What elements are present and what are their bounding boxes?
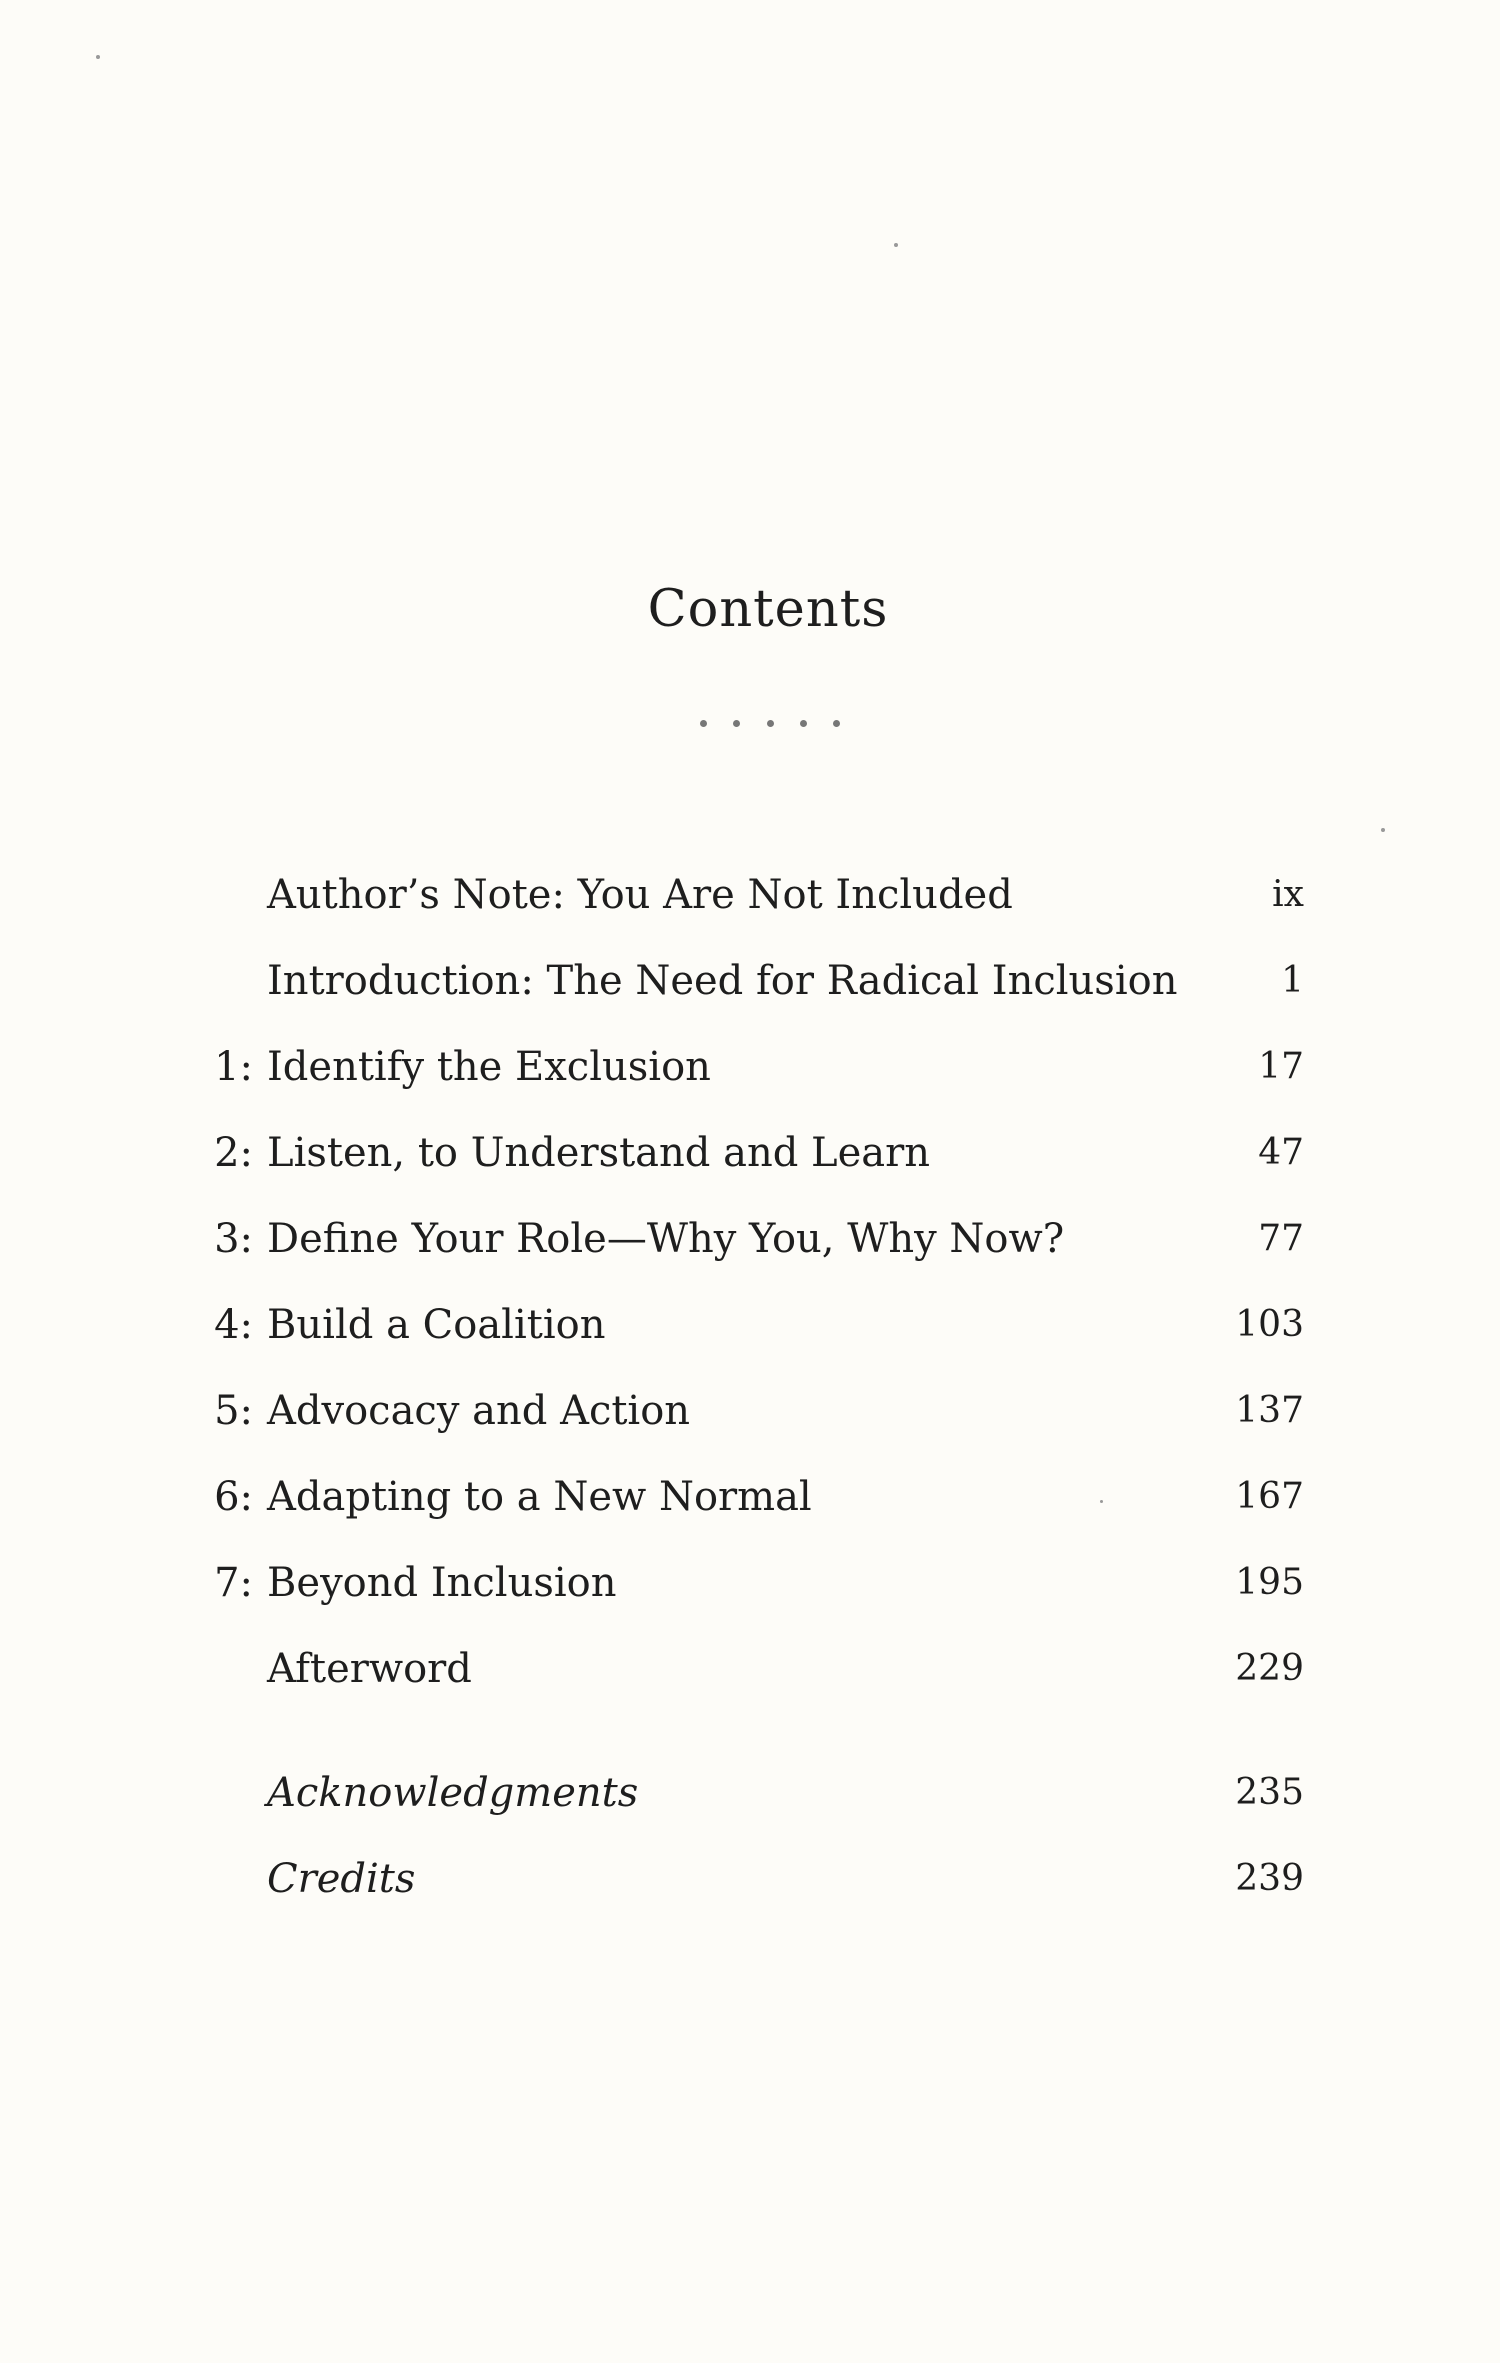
entry-title: Adapting to a New Normal	[267, 1474, 812, 1520]
page-number: 235	[1235, 1772, 1304, 1813]
page-number: 137	[1235, 1390, 1304, 1431]
entry-title: Beyond Inclusion	[267, 1560, 617, 1606]
page-number: 195	[1235, 1562, 1304, 1603]
toc-entry[interactable]	[0, 1037, 1500, 1097]
page-number: 17	[1258, 1046, 1304, 1087]
page-number: 103	[1235, 1304, 1304, 1345]
paper-speck	[894, 243, 898, 247]
toc-entry[interactable]	[0, 951, 1500, 1011]
page-number: 229	[1235, 1648, 1304, 1689]
page-number: 77	[1258, 1218, 1304, 1259]
page-number: 167	[1235, 1476, 1304, 1517]
chapter-number: 7:	[214, 1560, 253, 1606]
entry-title: Credits	[267, 1856, 416, 1902]
ornament-dot	[800, 720, 807, 727]
page-number: 47	[1258, 1132, 1304, 1173]
page-number: 1	[1281, 960, 1304, 1001]
entry-title: Author’s Note: You Are Not Included	[267, 872, 1013, 918]
paper-speck	[96, 55, 100, 59]
entry-title: Identify the Exclusion	[267, 1044, 711, 1090]
toc-entry[interactable]	[0, 1209, 1500, 1269]
page-title: Contents	[647, 580, 889, 640]
entry-title: Advocacy and Action	[267, 1388, 691, 1434]
chapter-number: 2:	[214, 1130, 253, 1176]
ornament-divider	[700, 720, 840, 727]
entry-title: Listen, to Understand and Learn	[267, 1130, 930, 1176]
chapter-number: 5:	[214, 1388, 253, 1434]
toc-entry[interactable]	[0, 1467, 1500, 1527]
toc-entry[interactable]	[0, 1639, 1500, 1699]
entry-title: Build a Coalition	[267, 1302, 606, 1348]
chapter-number: 1:	[214, 1044, 253, 1090]
ornament-dot	[733, 720, 740, 727]
ornament-dot	[833, 720, 840, 727]
entry-title: Acknowledgments	[267, 1770, 639, 1816]
ornament-dot	[767, 720, 774, 727]
entry-title: Introduction: The Need for Radical Inclusion	[267, 958, 1178, 1004]
toc-entry[interactable]	[0, 1763, 1500, 1823]
chapter-number: 6:	[214, 1474, 253, 1520]
entry-title: Afterword	[267, 1646, 472, 1692]
ornament-dot	[700, 720, 707, 727]
page-number: ix	[1272, 874, 1304, 915]
chapter-number: 4:	[214, 1302, 253, 1348]
toc-entry[interactable]	[0, 1123, 1500, 1183]
paper-speck	[1100, 1500, 1103, 1503]
entry-title: Define Your Role—Why You, Why Now?	[267, 1216, 1065, 1262]
toc-entry[interactable]	[0, 1553, 1500, 1613]
toc-entry[interactable]	[0, 1849, 1500, 1909]
chapter-number: 3:	[214, 1216, 253, 1262]
toc-entry[interactable]	[0, 1295, 1500, 1355]
paper-speck	[1381, 828, 1385, 832]
toc-entry[interactable]	[0, 865, 1500, 925]
toc-entry[interactable]	[0, 1381, 1500, 1441]
page-number: 239	[1235, 1858, 1304, 1899]
